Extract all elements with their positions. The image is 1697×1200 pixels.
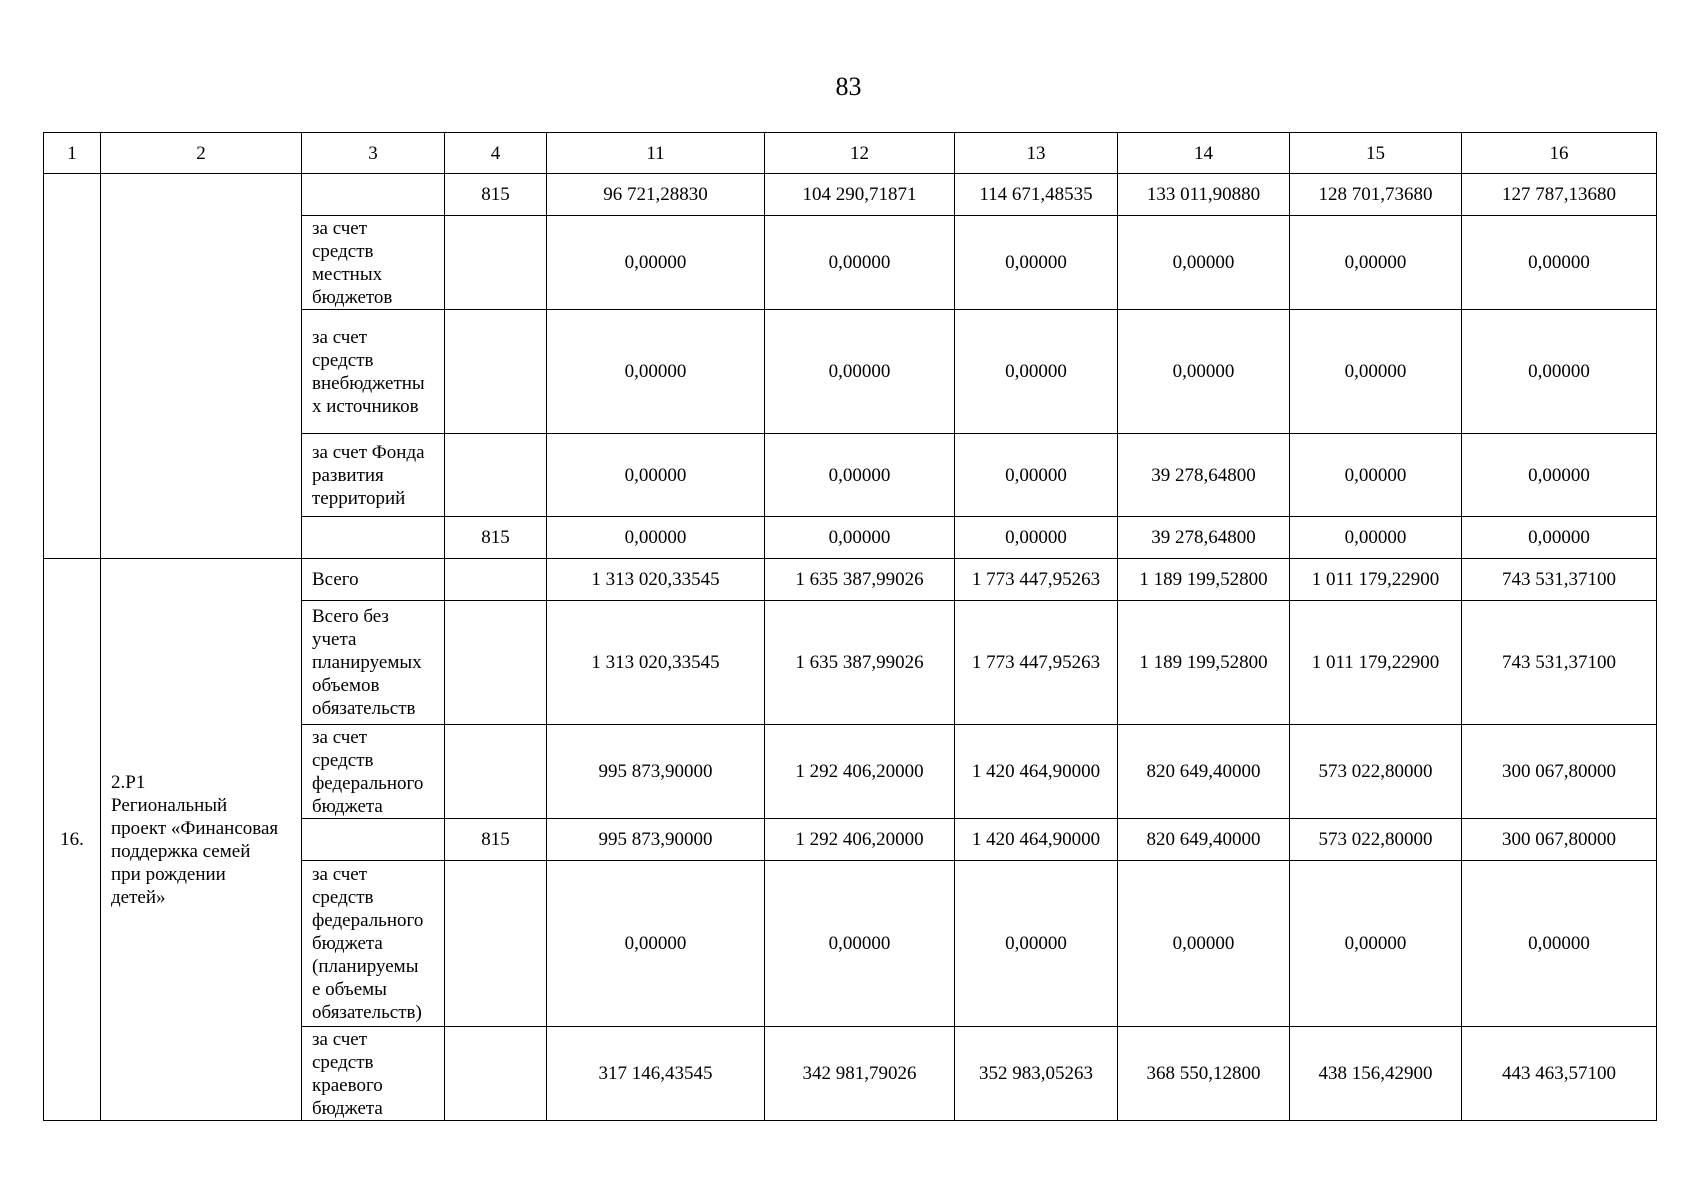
budget-table (43, 132, 1657, 1121)
value-cell: 438 156,42900 (1290, 1027, 1462, 1121)
row-label: за счет средств федерального бюджета (планируемы е объемы обязательств) (302, 861, 445, 1027)
value-cell: 1 773 447,95263 (955, 559, 1118, 601)
value-cell: 995 873,90000 (547, 725, 765, 819)
value-cell: 995 873,90000 (547, 819, 765, 861)
value-cell: 443 463,57100 (1462, 1027, 1657, 1121)
value-cell: 352 983,05263 (955, 1027, 1118, 1121)
value-cell: 1 313 020,33545 (547, 601, 765, 725)
value-cell: 342 981,79026 (765, 1027, 955, 1121)
value-cell: 0,00000 (765, 310, 955, 434)
value-cell: 0,00000 (765, 216, 955, 310)
value-cell: 368 550,12800 (1118, 1027, 1290, 1121)
value-cell: 0,00000 (955, 861, 1118, 1027)
value-cell: 0,00000 (1462, 517, 1657, 559)
value-cell: 1 313 020,33545 (547, 559, 765, 601)
value-cell: 0,00000 (1462, 861, 1657, 1027)
row-name-cell: 2.Р1 Региональный проект «Финансовая поддержка семей при рождении детей» (101, 559, 302, 1121)
column-header: 2 (101, 133, 302, 174)
row-code (445, 1027, 547, 1121)
value-cell: 300 067,80000 (1462, 725, 1657, 819)
value-cell: 0,00000 (765, 517, 955, 559)
value-cell: 573 022,80000 (1290, 725, 1462, 819)
value-cell: 1 635 387,99026 (765, 601, 955, 725)
row-label: за счет Фонда развития территорий (302, 434, 445, 517)
value-cell: 1 420 464,90000 (955, 819, 1118, 861)
value-cell: 1 420 464,90000 (955, 725, 1118, 819)
row-label: за счет средств местных бюджетов (302, 216, 445, 310)
value-cell: 127 787,13680 (1462, 174, 1657, 216)
value-cell: 0,00000 (1462, 434, 1657, 517)
value-cell: 133 011,90880 (1118, 174, 1290, 216)
row-number-cell (44, 174, 101, 559)
row-number-cell: 16. (44, 559, 101, 1121)
value-cell: 1 773 447,95263 (955, 601, 1118, 725)
row-code: 815 (445, 517, 547, 559)
column-header: 12 (765, 133, 955, 174)
row-label: за счет средств внебюджетны х источников (302, 310, 445, 434)
table-row (44, 174, 1657, 216)
row-code (445, 601, 547, 725)
value-cell: 300 067,80000 (1462, 819, 1657, 861)
value-cell: 0,00000 (1290, 434, 1462, 517)
column-header: 1 (44, 133, 101, 174)
value-cell: 820 649,40000 (1118, 725, 1290, 819)
value-cell: 0,00000 (765, 434, 955, 517)
row-code (445, 861, 547, 1027)
value-cell: 0,00000 (1118, 861, 1290, 1027)
value-cell: 1 189 199,52800 (1118, 601, 1290, 725)
value-cell: 0,00000 (955, 434, 1118, 517)
column-header: 16 (1462, 133, 1657, 174)
value-cell: 1 011 179,22900 (1290, 601, 1462, 725)
value-cell: 0,00000 (765, 861, 955, 1027)
value-cell: 743 531,37100 (1462, 559, 1657, 601)
value-cell: 104 290,71871 (765, 174, 955, 216)
row-label: за счет средств краевого бюджета (302, 1027, 445, 1121)
row-label (302, 174, 445, 216)
value-cell: 1 292 406,20000 (765, 819, 955, 861)
column-header: 13 (955, 133, 1118, 174)
row-label: Всего (302, 559, 445, 601)
table-header-row (44, 133, 1657, 174)
row-code (445, 310, 547, 434)
value-cell: 0,00000 (1290, 310, 1462, 434)
value-cell: 1 189 199,52800 (1118, 559, 1290, 601)
value-cell: 0,00000 (547, 517, 765, 559)
column-header: 11 (547, 133, 765, 174)
row-code: 815 (445, 819, 547, 861)
row-label (302, 819, 445, 861)
value-cell: 39 278,64800 (1118, 434, 1290, 517)
value-cell: 0,00000 (1290, 517, 1462, 559)
value-cell: 0,00000 (547, 861, 765, 1027)
table-row (44, 559, 1657, 601)
column-header: 15 (1290, 133, 1462, 174)
row-code: 815 (445, 174, 547, 216)
row-label (302, 517, 445, 559)
column-header: 4 (445, 133, 547, 174)
row-code (445, 725, 547, 819)
value-cell: 0,00000 (547, 216, 765, 310)
column-header: 14 (1118, 133, 1290, 174)
value-cell: 0,00000 (955, 310, 1118, 434)
value-cell: 0,00000 (955, 216, 1118, 310)
value-cell: 0,00000 (1118, 310, 1290, 434)
value-cell: 0,00000 (1462, 216, 1657, 310)
page-number: 83 (835, 72, 862, 101)
value-cell: 317 146,43545 (547, 1027, 765, 1121)
value-cell: 39 278,64800 (1118, 517, 1290, 559)
value-cell: 573 022,80000 (1290, 819, 1462, 861)
row-label: Всего без учета планируемых объемов обязательств (302, 601, 445, 725)
value-cell: 0,00000 (1462, 310, 1657, 434)
row-code (445, 559, 547, 601)
value-cell: 96 721,28830 (547, 174, 765, 216)
value-cell: 114 671,48535 (955, 174, 1118, 216)
value-cell: 1 635 387,99026 (765, 559, 955, 601)
value-cell: 820 649,40000 (1118, 819, 1290, 861)
row-name-cell (101, 174, 302, 559)
row-label: за счет средств федерального бюджета (302, 725, 445, 819)
value-cell: 1 292 406,20000 (765, 725, 955, 819)
value-cell: 1 011 179,22900 (1290, 559, 1462, 601)
column-header: 3 (302, 133, 445, 174)
value-cell: 128 701,73680 (1290, 174, 1462, 216)
value-cell: 0,00000 (1118, 216, 1290, 310)
value-cell: 0,00000 (955, 517, 1118, 559)
row-code (445, 216, 547, 310)
value-cell: 0,00000 (1290, 861, 1462, 1027)
value-cell: 0,00000 (1290, 216, 1462, 310)
value-cell: 0,00000 (547, 310, 765, 434)
value-cell: 0,00000 (547, 434, 765, 517)
value-cell: 743 531,37100 (1462, 601, 1657, 725)
row-code (445, 434, 547, 517)
